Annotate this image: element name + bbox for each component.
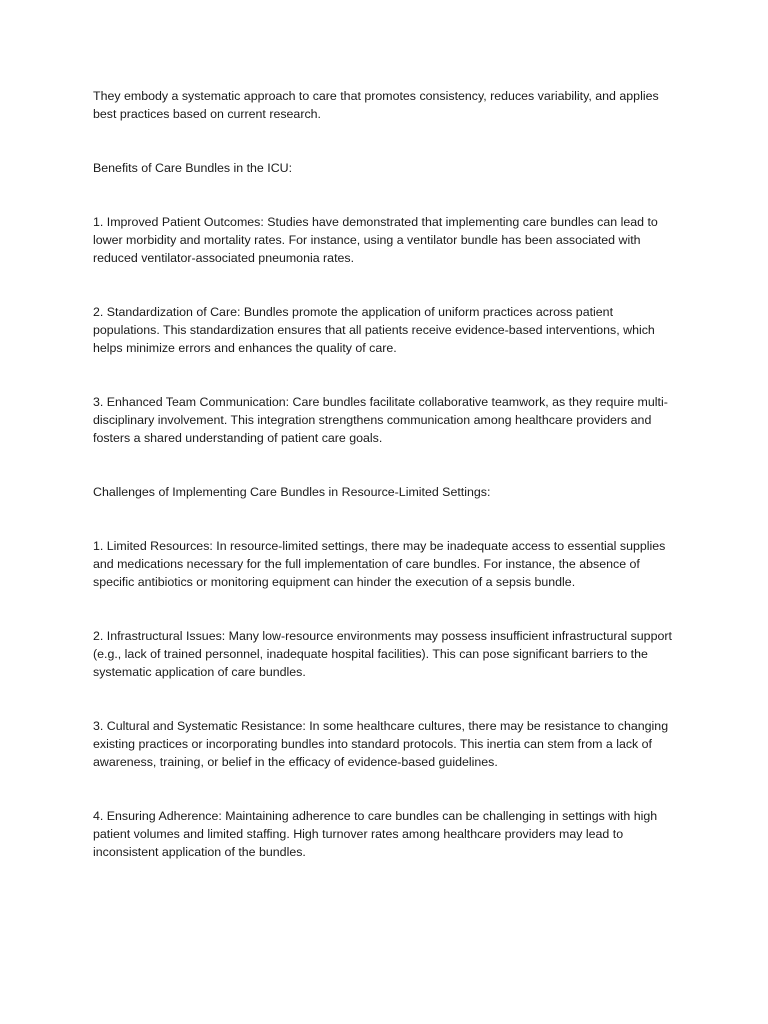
challenge-item-4: 4. Ensuring Adherence: Maintaining adherence to care bundles can be challenging in settings with high patient volumes and limited staffing. High turnover rates among healthcare providers may lead to inconsistent application of the bundles.	[93, 809, 658, 859]
spacer	[93, 267, 683, 303]
benefit-item-2: 2. Standardization of Care: Bundles promote the application of uniform practices across patient populations. This standardization ensures that all patients receive evidence-based interventions, which helps minimize errors and enhances the quality of care.	[93, 305, 655, 355]
document-body	[93, 87, 683, 861]
spacer	[93, 447, 683, 483]
spacer	[93, 771, 683, 807]
spacer	[93, 357, 683, 393]
spacer	[93, 681, 683, 717]
challenge-item-2: 2. Infrastructural Issues: Many low-resource environments may possess insufficient infrastructural support (e.g., lack of trained personnel, inadequate hospital facilities). This can pose significant barriers to the systematic application of care bundles.	[93, 629, 672, 679]
intro-paragraph: They embody a systematic approach to care that promotes consistency, reduces variability, and applies best practices based on current research.	[93, 89, 659, 121]
spacer	[93, 123, 683, 159]
benefit-item-3: 3. Enhanced Team Communication: Care bundles facilitate collaborative teamwork, as they require multi-disciplinary involvement. This integration strengthens communication among healthcare providers and fosters a shared understanding of patient care goals.	[93, 395, 668, 445]
benefit-item-1: 1. Improved Patient Outcomes: Studies have demonstrated that implementing care bundles can lead to lower morbidity and mortality rates. For instance, using a ventilator bundle has been associated with reduced ventilator-associated pneumonia rates.	[93, 215, 658, 265]
spacer	[93, 177, 683, 213]
challenge-item-1: 1. Limited Resources: In resource-limited settings, there may be inadequate access to essential supplies and medications necessary for the full implementation of care bundles. For instance, the absence of specific antibiotics or monitoring equipment can hinder the execution of a sepsis bundle.	[93, 539, 666, 589]
challenges-heading: Challenges of Implementing Care Bundles in Resource-Limited Settings:	[93, 485, 491, 499]
spacer	[93, 501, 683, 537]
benefits-heading: Benefits of Care Bundles in the ICU:	[93, 161, 293, 175]
challenge-item-3: 3. Cultural and Systematic Resistance: In some healthcare cultures, there may be resistance to changing existing practices or incorporating bundles into standard protocols. This inertia can stem from a lack of awareness, training, or belief in the efficacy of evidence-based guidelines.	[93, 719, 669, 769]
spacer	[93, 591, 683, 627]
